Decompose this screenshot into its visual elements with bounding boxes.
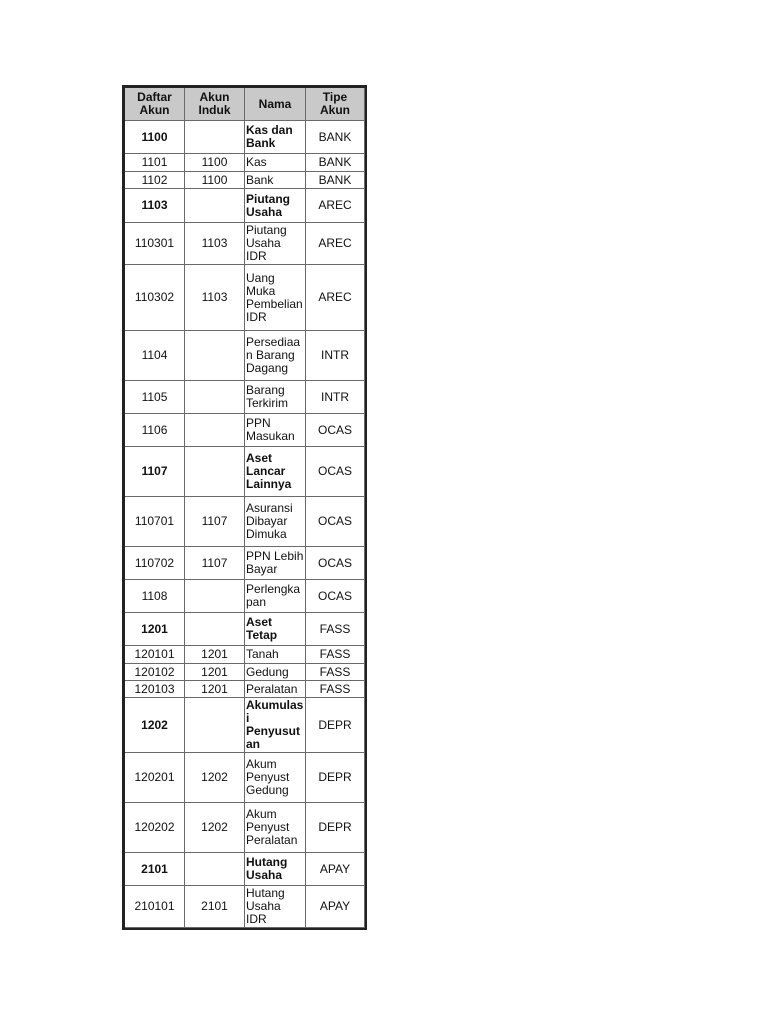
account-name-cell: Gedung — [245, 664, 306, 681]
account-name-cell: Tanah — [245, 646, 306, 664]
table-row — [125, 447, 365, 497]
account-code-cell: 1104 — [125, 331, 185, 381]
parent-account-cell: 1202 — [185, 803, 245, 853]
table-row — [125, 331, 365, 381]
account-code-cell: 120101 — [125, 646, 185, 664]
table-row — [125, 753, 365, 803]
account-name-cell: Piutang Usaha IDR — [245, 223, 306, 265]
parent-account-cell: 1201 — [185, 664, 245, 681]
parent-account-cell — [185, 447, 245, 497]
account-type-cell: FASS — [306, 681, 365, 698]
parent-account-cell — [185, 381, 245, 414]
account-name-cell: Akum Penyust Peralatan — [245, 803, 306, 853]
account-name-cell: Hutang Usaha IDR — [245, 886, 306, 928]
account-code-cell: 1101 — [125, 154, 185, 172]
table-row — [125, 154, 365, 172]
account-code-cell: 1105 — [125, 381, 185, 414]
account-type-cell: FASS — [306, 613, 365, 646]
account-code-cell: 110702 — [125, 547, 185, 580]
parent-account-cell — [185, 853, 245, 886]
account-name-cell: Bank — [245, 172, 306, 189]
account-type-cell: BANK — [306, 172, 365, 189]
account-code-cell: 2101 — [125, 853, 185, 886]
table-row — [125, 223, 365, 265]
account-type-cell: INTR — [306, 331, 365, 381]
account-type-cell: APAY — [306, 853, 365, 886]
account-code-cell: 1100 — [125, 121, 185, 154]
account-type-cell: BANK — [306, 121, 365, 154]
table-body — [125, 121, 365, 928]
account-type-cell: DEPR — [306, 803, 365, 853]
account-name-cell: PPN Masukan — [245, 414, 306, 447]
table-row — [125, 189, 365, 223]
parent-account-cell: 1202 — [185, 753, 245, 803]
account-type-cell: OCAS — [306, 547, 365, 580]
account-type-cell: FASS — [306, 664, 365, 681]
account-code-cell: 1106 — [125, 414, 185, 447]
account-code-cell: 120202 — [125, 803, 185, 853]
chart-of-accounts-table — [122, 85, 367, 930]
header-account: Daftar Akun — [125, 88, 185, 121]
parent-account-cell: 2101 — [185, 886, 245, 928]
table-row — [125, 381, 365, 414]
table-row — [125, 664, 365, 681]
account-name-cell: Kas — [245, 154, 306, 172]
account-type-cell: AREC — [306, 223, 365, 265]
account-code-cell: 1102 — [125, 172, 185, 189]
account-type-cell: DEPR — [306, 698, 365, 753]
account-type-cell: OCAS — [306, 447, 365, 497]
parent-account-cell — [185, 613, 245, 646]
parent-account-cell: 1107 — [185, 547, 245, 580]
account-name-cell: Peralatan — [245, 681, 306, 698]
parent-account-cell: 1107 — [185, 497, 245, 547]
table-row — [125, 414, 365, 447]
table-row — [125, 613, 365, 646]
table-header — [125, 88, 365, 121]
table-row — [125, 681, 365, 698]
parent-account-cell — [185, 331, 245, 381]
table-row — [125, 646, 365, 664]
parent-account-cell — [185, 414, 245, 447]
account-code-cell: 1202 — [125, 698, 185, 753]
account-code-cell: 120103 — [125, 681, 185, 698]
account-type-cell: FASS — [306, 646, 365, 664]
account-name-cell: Kas dan Bank — [245, 121, 306, 154]
parent-account-cell: 1100 — [185, 154, 245, 172]
table-row — [125, 580, 365, 613]
parent-account-cell: 1100 — [185, 172, 245, 189]
account-name-cell: Hutang Usaha — [245, 853, 306, 886]
account-name-cell: Akumulasi Penyusutan — [245, 698, 306, 753]
header-name: Nama — [245, 88, 306, 121]
account-name-cell: PPN Lebih Bayar — [245, 547, 306, 580]
account-name-cell: Piutang Usaha — [245, 189, 306, 223]
header-account-type: Tipe Akun — [306, 88, 365, 121]
account-code-cell: 120201 — [125, 753, 185, 803]
account-code-cell: 120102 — [125, 664, 185, 681]
account-code-cell: 1103 — [125, 189, 185, 223]
table-row — [125, 497, 365, 547]
account-code-cell: 1201 — [125, 613, 185, 646]
table-row — [125, 853, 365, 886]
account-type-cell: DEPR — [306, 753, 365, 803]
account-code-cell: 210101 — [125, 886, 185, 928]
account-type-cell: OCAS — [306, 580, 365, 613]
account-code-cell: 110302 — [125, 265, 185, 331]
account-code-cell: 1107 — [125, 447, 185, 497]
account-name-cell: Persediaan Barang Dagang — [245, 331, 306, 381]
parent-account-cell — [185, 580, 245, 613]
account-type-cell: OCAS — [306, 414, 365, 447]
account-code-cell: 1108 — [125, 580, 185, 613]
table-row — [125, 886, 365, 928]
parent-account-cell — [185, 189, 245, 223]
account-code-cell: 110701 — [125, 497, 185, 547]
table-row — [125, 803, 365, 853]
account-type-cell: AREC — [306, 189, 365, 223]
account-name-cell: Uang Muka Pembelian IDR — [245, 265, 306, 331]
account-type-cell: APAY — [306, 886, 365, 928]
table-row — [125, 698, 365, 753]
parent-account-cell — [185, 698, 245, 753]
table-row — [125, 265, 365, 331]
parent-account-cell: 1201 — [185, 646, 245, 664]
header-parent-account: Akun Induk — [185, 88, 245, 121]
account-type-cell: INTR — [306, 381, 365, 414]
account-code-cell: 110301 — [125, 223, 185, 265]
account-name-cell: Asuransi Dibayar Dimuka — [245, 497, 306, 547]
parent-account-cell: 1103 — [185, 223, 245, 265]
account-name-cell: Aset Lancar Lainnya — [245, 447, 306, 497]
account-type-cell: OCAS — [306, 497, 365, 547]
account-type-cell: AREC — [306, 265, 365, 331]
parent-account-cell — [185, 121, 245, 154]
account-name-cell: Aset Tetap — [245, 613, 306, 646]
account-name-cell: Akum Penyust Gedung — [245, 753, 306, 803]
header-row — [125, 88, 365, 121]
parent-account-cell: 1103 — [185, 265, 245, 331]
parent-account-cell: 1201 — [185, 681, 245, 698]
table-row — [125, 121, 365, 154]
account-type-cell: BANK — [306, 154, 365, 172]
account-name-cell: Barang Terkirim — [245, 381, 306, 414]
table-row — [125, 172, 365, 189]
account-name-cell: Perlengkapan — [245, 580, 306, 613]
table-row — [125, 547, 365, 580]
